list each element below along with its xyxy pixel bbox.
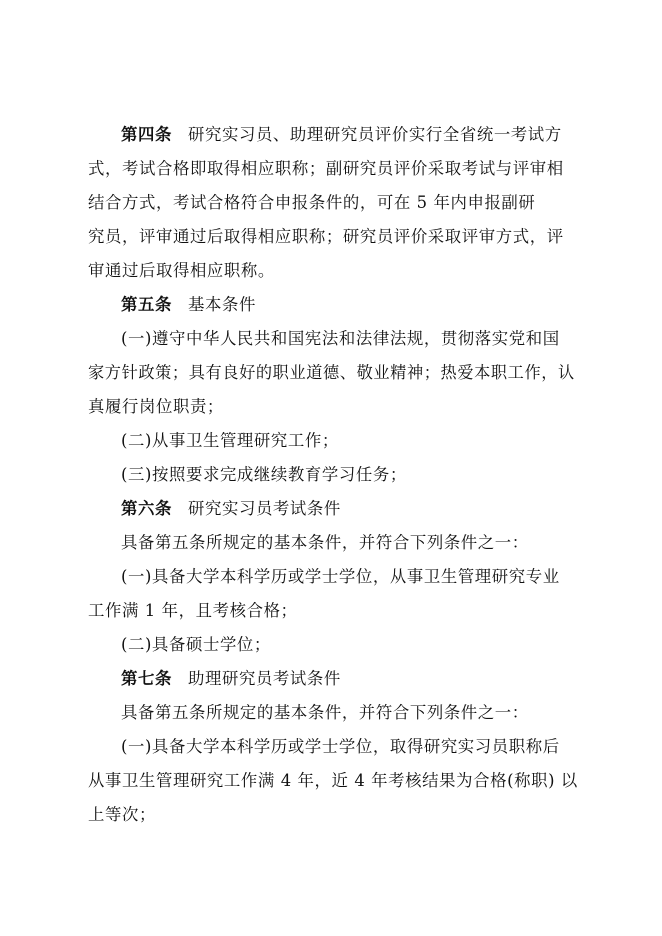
- article-heading: 第七条: [121, 669, 172, 688]
- article-heading: 第六条: [121, 499, 172, 518]
- list-item-line: (一)具备大学本科学历或学士学位，从事卫生管理研究专业: [121, 567, 560, 586]
- list-item-line: 上等次；: [88, 805, 156, 824]
- list-item-line: (一)遵守中华人民共和国宪法和法律法规，贯彻落实党和国: [121, 329, 560, 348]
- article-title: 基本条件: [187, 295, 256, 314]
- list-item-line: 工作满 1 年，且考核合格；: [88, 601, 298, 620]
- article-heading: 第四条: [121, 125, 172, 144]
- article-6-heading-line: [88, 494, 580, 523]
- article-title: 研究实习员考试条件: [187, 499, 341, 518]
- article-4-first-line: [88, 120, 580, 149]
- article-heading: 第五条: [121, 295, 172, 314]
- list-item-line: (二)从事卫生管理研究工作；: [121, 431, 339, 450]
- article-5-heading-line: [88, 290, 580, 319]
- article-intro: 具备第五条所规定的基本条件，并符合下列条件之一：: [121, 533, 529, 552]
- list-item-line: 从事卫生管理研究工作满 4 年，近 4 年考核结果为合格(称职) 以: [88, 771, 578, 790]
- article-title: 助理研究员考试条件: [187, 669, 341, 688]
- paragraph-line: 式，考试合格即取得相应职称；副研究员评价采取考试与评审相: [88, 159, 564, 178]
- paragraph-line: 审通过后取得相应职称。: [88, 261, 275, 280]
- article-7-heading-line: [88, 664, 580, 693]
- list-item-line: (一)具备大学本科学历或学士学位，取得研究实习员职称后: [121, 737, 560, 756]
- list-item-line: 家方针政策；具有良好的职业道德、敬业精神；热爱本职工作，认: [88, 363, 575, 382]
- document-page: [88, 120, 580, 829]
- paragraph-line: 究员，评审通过后取得相应职称；研究员评价采取评审方式，评: [88, 227, 564, 246]
- paragraph-line: 研究实习员、助理研究员评价实行全省统一考试方: [187, 125, 562, 144]
- paragraph-line: 结合方式，考试合格符合申报条件的，可在 5 年内申报副研: [88, 193, 536, 212]
- list-item-line: (二)具备硕士学位；: [121, 635, 271, 654]
- list-item-line: 真履行岗位职责；: [88, 397, 224, 416]
- article-intro: 具备第五条所规定的基本条件，并符合下列条件之一：: [121, 703, 529, 722]
- list-item-line: (三)按照要求完成继续教育学习任务；: [121, 465, 407, 484]
